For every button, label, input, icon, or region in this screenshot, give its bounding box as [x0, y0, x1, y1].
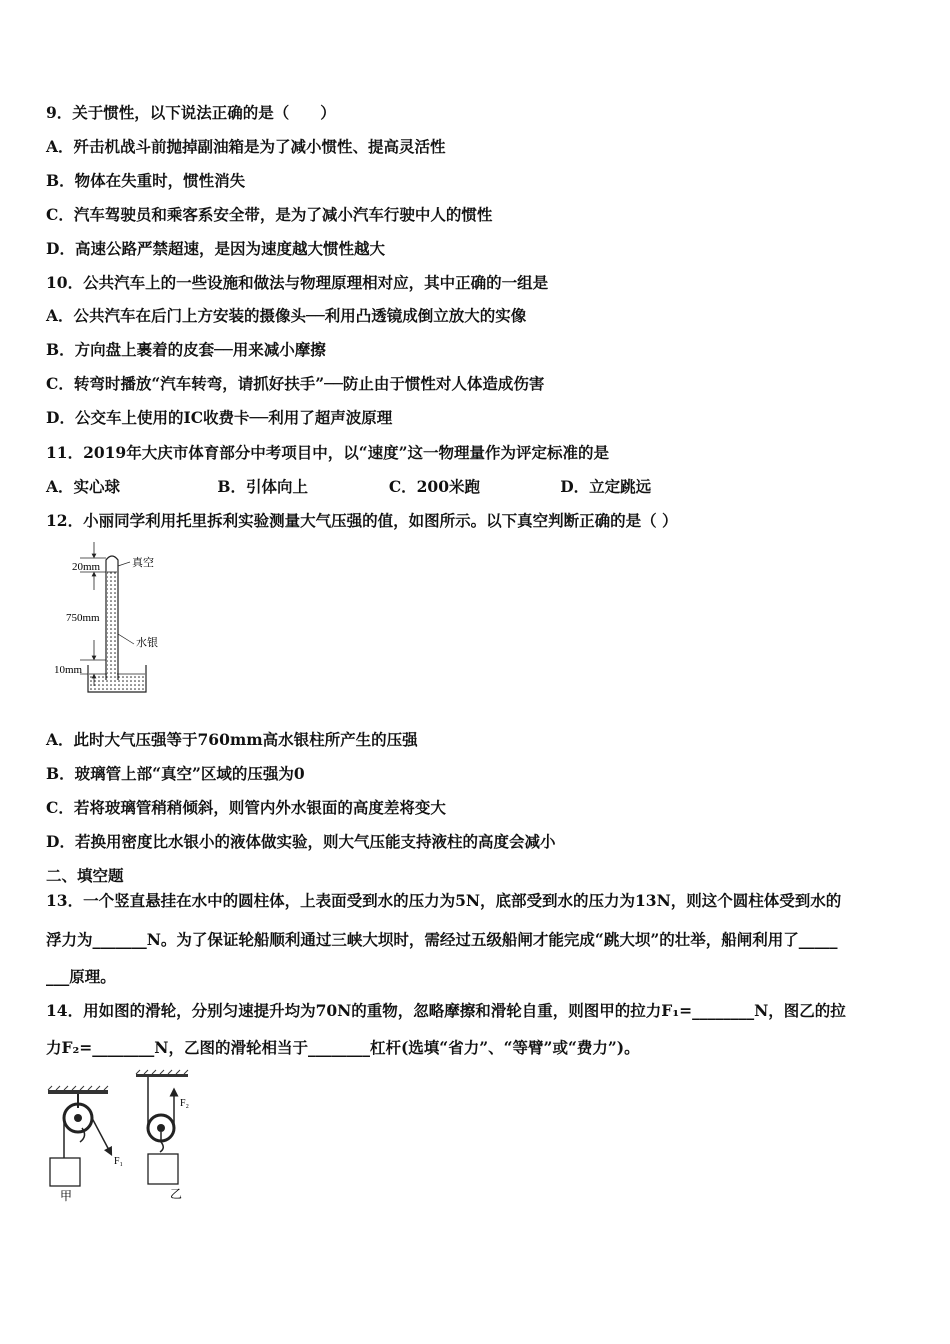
q9-option-d: D．高速公路严禁超速，是因为速度越大惯性越大 — [46, 239, 385, 258]
q10-stem: 10．公共汽车上的一些设施和做法与物理原理相对应，其中正确的一组是 — [46, 273, 549, 292]
q11-stem: 11．2019年大庆市体育部分中考项目中，以“速度”这一物理量作为评定标准的是 — [46, 443, 610, 462]
ceiling-jia — [48, 1090, 108, 1094]
q10-option-a: A．公共汽车在后门上方安装的摄像头──利用凸透镜成倒立放大的实像 — [46, 306, 527, 325]
q12-option-d: D．若换用密度比水银小的液体做实验，则大气压能支持液柱的高度会减小 — [46, 832, 556, 851]
q13-line-1: 13．一个竖直悬挂在水中的圆柱体，上表面受到水的压力为5N，底部受到水的压力为13N，则这个圆柱体受到水的 — [46, 891, 842, 910]
q11-option-a: A．实心球 — [46, 477, 121, 496]
q9-option-b: B．物体在失重时，惯性消失 — [46, 171, 246, 190]
q12-stem: 12．小丽同学利用托里拆利实验测量大气压强的值，如图所示。以下真空判断正确的是（ ） — [46, 511, 678, 530]
q10-option-d: D．公交车上使用的IC收费卡──利用了超声波原理 — [46, 408, 393, 427]
q12-option-a: A．此时大气压强等于760mm高水银柱所产生的压强 — [46, 730, 418, 749]
q9-option-c: C．汽车驾驶员和乘客系安全带，是为了减小汽车行驶中人的惯性 — [46, 205, 493, 224]
label-vacuum: 真空 — [132, 557, 154, 569]
q10-option-c: C．转弯时播放“汽车转弯，请抓好扶手”──防止由于惯性对人体造成伤害 — [46, 374, 545, 393]
section-heading: 二、填空题 — [46, 866, 124, 885]
label-f1: F₁ — [114, 1156, 124, 1167]
q12-option-b: B．玻璃管上部“真空”区域的压强为0 — [46, 764, 305, 783]
q9-option-a: A．歼击机战斗前抛掉副油箱是为了减小惯性、提高灵活性 — [46, 137, 446, 156]
label-750mm: 750mm — [66, 612, 100, 624]
q11-option-b: B．引体向上 — [217, 477, 309, 496]
q14-line-2: 力F₂=________N，乙图的滑轮相当于________杠杆(选填“省力”、“等臂”或“费力”)。 — [46, 1038, 640, 1057]
q12-option-c: C．若将玻璃管稍稍倾斜，则管内外水银面的高度差将变大 — [46, 798, 446, 817]
pulley-figure — [44, 1066, 214, 1206]
label-jia: 甲 — [60, 1189, 73, 1203]
q10-option-b: B．方向盘上裹着的皮套──用来减小摩擦 — [46, 340, 326, 359]
torricelli-figure — [50, 540, 180, 700]
q11-option-c: C．200米跑 — [388, 477, 481, 496]
q13-line-2: 浮力为_______N。为了保证轮船顺利通过三峡大坝时，需经过五级船闸才能完成“跳大坝”的壮举，船闸利用了_____ — [46, 930, 838, 949]
q9-stem: 9．关于惯性，以下说法正确的是（ ） — [46, 103, 336, 122]
q13-line-3: ___原理。 — [46, 967, 116, 986]
label-mercury: 水银 — [136, 637, 158, 649]
label-f2: F₂ — [180, 1098, 190, 1109]
label-yi: 乙 — [170, 1187, 183, 1201]
label-20mm: 20mm — [72, 561, 101, 573]
q14-line-1: 14．用如图的滑轮，分别匀速提升均为70N的重物，忽略摩擦和滑轮自重，则图甲的拉力F₁=________N，图乙的拉 — [46, 1001, 846, 1020]
tube-mercury — [107, 572, 117, 680]
label-10mm: 10mm — [54, 664, 83, 676]
weight-yi — [148, 1154, 178, 1184]
q11-options — [46, 477, 651, 497]
q11-option-d: D．立定跳远 — [560, 477, 652, 496]
ceiling-yi — [136, 1074, 188, 1077]
weight-jia — [50, 1158, 80, 1186]
